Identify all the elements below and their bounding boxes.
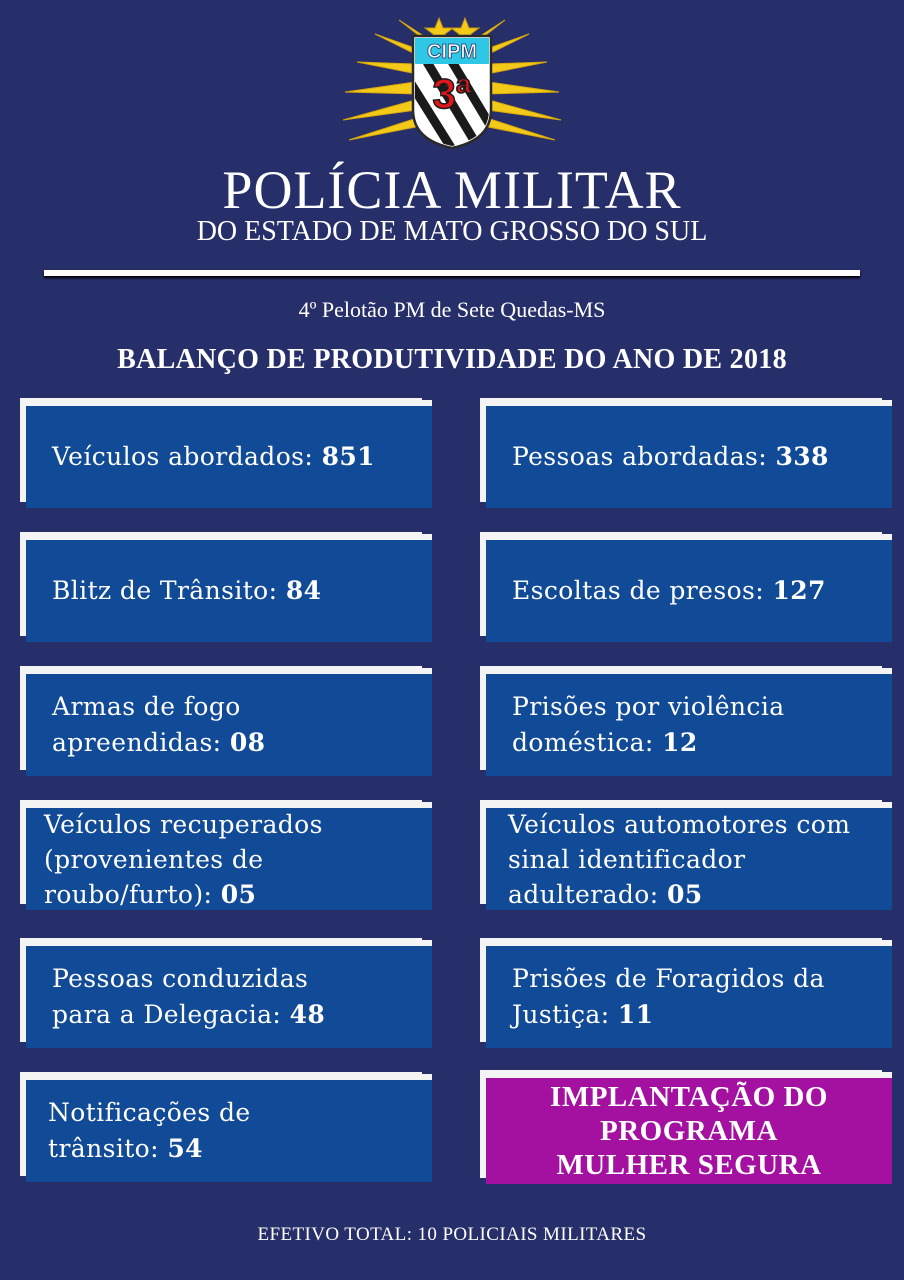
stat-label: Pessoas abordadas:: [512, 442, 768, 471]
program-line: MULHER SEGURA: [556, 1149, 822, 1181]
page-title: POLÍCIA MILITAR: [222, 160, 682, 220]
stat-value: 08: [229, 728, 266, 757]
stat-value: 338: [775, 442, 829, 471]
stat-label: Blitz de Trânsito:: [52, 576, 278, 605]
badge-text: CIPM: [427, 41, 477, 63]
stat-value: 05: [220, 879, 257, 909]
footer-total-staff: EFETIVO TOTAL: 10 POLICIAIS MILITARES: [257, 1224, 647, 1245]
stat-card-people-to-police-station: [26, 940, 432, 1048]
program-line: PROGRAMA: [600, 1115, 778, 1147]
stat-card-traffic-notices: [26, 1074, 432, 1182]
stat-label: Prisões de Foragidos da Justiça:: [512, 964, 825, 1029]
stat-value: 54: [167, 1134, 203, 1163]
page-subtitle: DO ESTADO DE MATO GROSSO DO SUL: [196, 216, 708, 247]
unit-name: 4º Pelotão PM de Sete Quedas-MS: [298, 297, 606, 322]
stat-value: 11: [617, 1000, 654, 1029]
stat-card-domestic-violence-arrests: [486, 668, 892, 776]
platoon-number-text: 3ª: [432, 70, 472, 117]
stat-value: 12: [662, 728, 698, 757]
stat-label: Notificações de trânsito:: [48, 1098, 251, 1163]
stat-label: Armas de fogo apreendidas:: [52, 692, 241, 757]
stat-card-firearms-seized: [26, 668, 432, 776]
stat-value: 48: [289, 1000, 326, 1029]
stat-label: Veículos abordados:: [52, 442, 314, 471]
stat-card-traffic-blitz: [26, 534, 432, 642]
stat-value: 851: [321, 442, 375, 471]
stat-label: Escoltas de presos:: [512, 576, 765, 605]
stat-card-people-stopped: [486, 400, 892, 508]
stat-value: 05: [666, 879, 703, 909]
stat-label: Pessoas conduzidas para a Delegacia:: [52, 964, 309, 1029]
stat-value: 84: [285, 576, 322, 605]
stat-value: 127: [772, 576, 826, 605]
stat-card-vehicles-stopped: [26, 400, 432, 508]
stat-card-prisoner-escorts: [486, 534, 892, 642]
program-banner: [486, 1072, 892, 1184]
stat-label: Prisões por violência doméstica:: [512, 692, 785, 757]
stat-label: Veículos recuperados (provenientes de roubo/furto):: [44, 809, 323, 909]
program-line: IMPLANTAÇÃO DO: [550, 1081, 828, 1113]
balance-title: BALANÇO DE PRODUTIVIDADE DO ANO DE 2018: [117, 344, 787, 375]
stat-card-vehicles-recovered: [26, 802, 432, 910]
stat-card-fugitive-arrests: [486, 940, 892, 1048]
stat-card-adulterated-vehicles: [486, 802, 892, 910]
stat-label: Veículos automotores com sinal identificador adulterado:: [508, 809, 851, 909]
